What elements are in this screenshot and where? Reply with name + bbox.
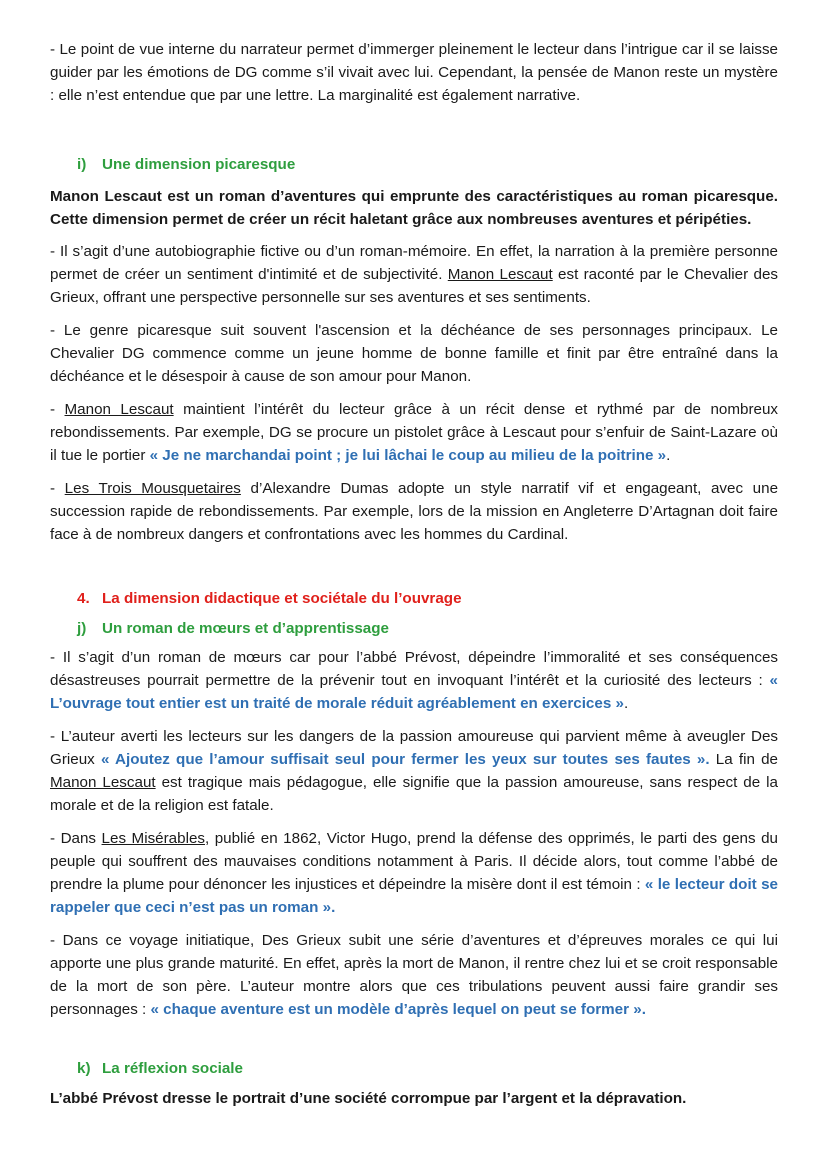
book-title: Les Trois Mousquetaires bbox=[64, 480, 241, 497]
paragraph-j-3: - Dans Les Misérables, publié en 1862, Victor Hugo, prend la défense des opprimés, le parti des gens du peuple qui souffrent des mauvaises conditions notamment à Paris. Il décide alors, tout comme l’abbé de prendre la plume pour dénoncer les injustices et dépeindre la misère dont il est témoin : « le lecteur doit se rappeler que ceci n’est pas un roman ». bbox=[50, 830, 778, 916]
quote: « chaque aventure est un modèle d’après lequel on peut se former ». bbox=[150, 1001, 646, 1018]
quote: « le lecteur doit se rappeler que ceci n’est pas un roman ». bbox=[50, 876, 778, 916]
spacer bbox=[50, 556, 778, 587]
heading-title: La dimension didactique et sociétale du l’ouvrage bbox=[102, 590, 462, 607]
quote: « Ajoutez que l’amour suffisait seul pour fermer les yeux sur toutes ses fautes ». bbox=[100, 751, 710, 768]
paragraph-j-4: - Dans ce voyage initiatique, Des Grieux subit une série d’aventures et d’épreuves morales ce qui lui apporte une plus grande maturité. En effet, après la mort de Manon, il rentre chez lui et se croit responsable de la mort de son père. L’auteur montre alors que ces tribulations peuvent aussi faire grandir ses personnages : « chaque aventure est un modèle d’après lequel on peut se former ». bbox=[50, 932, 778, 1018]
heading-section-i bbox=[50, 153, 778, 176]
heading-section-j bbox=[50, 617, 778, 640]
heading-number: j) bbox=[77, 620, 87, 637]
spacer bbox=[50, 117, 778, 153]
book-title: Manon Lescaut bbox=[50, 774, 156, 791]
spacer bbox=[50, 1031, 778, 1057]
heading-section-k bbox=[50, 1057, 778, 1080]
quote: « L’ouvrage tout entier est un traité de morale réduit agréablement en exercices » bbox=[50, 672, 778, 712]
paragraph-i-1: - Il s’agit d’une autobiographie fictive ou d’un roman-mémoire. En effet, la narration à la première personne permet de créer un sentiment d'intimité et de subjectivité. Manon Lescaut est raconté par le Chevalier des Grieux, offrant une perspective personnelle sur ses aventures et ses sentiments. bbox=[50, 243, 778, 306]
heading-section-4 bbox=[50, 587, 778, 610]
book-title: Les Misérables bbox=[101, 830, 205, 847]
lead-paragraph-k: L’abbé Prévost dresse le portrait d’une société corrompue par l’argent et la dépravation. bbox=[50, 1090, 687, 1107]
quote: « Je ne marchandai point ; je lui lâchai le coup au milieu de la poitrine » bbox=[149, 447, 667, 464]
paragraph-i-3: - Manon Lescaut maintient l’intérêt du lecteur grâce à un récit dense et rythmé par de nombreux rebondissements. Par exemple, DG se procure un pistolet grâce à Lescaut pour s’enfuir de Saint-Lazare où il tue le portier « Je ne marchandai point ; je lui lâchai le coup au milieu de la poitrine ». bbox=[50, 401, 779, 464]
heading-number: i) bbox=[77, 156, 87, 173]
book-title: Manon Lescaut bbox=[64, 401, 174, 418]
paragraph-j-2: - L’auteur averti les lecteurs sur les dangers de la passion amoureuse qui parvient même à aveugler Des Grieux « Ajoutez que l’amour suffisait seul pour fermer les yeux sur toutes ses fautes ». La fin de Manon Lescaut est tragique mais pédagogue, elle signifie que la passion amoureuse, sans respect de la morale et de la religion est fatale. bbox=[50, 728, 779, 814]
heading-number: k) bbox=[77, 1060, 91, 1077]
heading-number: 4. bbox=[77, 590, 90, 607]
paragraph-j-1: - Il s’agit d’un roman de mœurs car pour l’abbé Prévost, dépeindre l’immoralité et ses conséquences désastreuses pourrait permettre de la prévenir tout en invoquant l’intérêt et la curiosité des lecteurs : « L’ouvrage tout entier est un traité de morale réduit agréablement en exercices ». bbox=[50, 649, 778, 712]
paragraph-i-4: - Les Trois Mousquetaires d’Alexandre Dumas adopte un style narratif vif et engageant, avec une succession rapide de rebondissements. Par exemple, lors de la mission en Angleterre D’Artagnan doit faire face à de nombreux dangers et confrontations avec les hommes du Cardinal. bbox=[50, 480, 779, 543]
paragraph-intro: - Le point de vue interne du narrateur permet d’immerger pleinement le lecteur dans l’intrigue car il se laisse guider par les émotions de DG comme s’il vivait avec lui. Cependant, la pensée de Manon reste un mystère : elle n’est entendue que par une lettre. La marginalité est également narrative. bbox=[50, 41, 778, 104]
heading-title: Une dimension picaresque bbox=[102, 156, 296, 173]
book-title: Manon Lescaut bbox=[447, 266, 553, 283]
paragraph-i-2: - Le genre picaresque suit souvent l'ascension et la déchéance de ses personnages principaux. Le Chevalier DG commence comme un jeune homme de bonne famille et finit par être entraîné dans la déchéance et le désespoir à cause de son amour pour Manon. bbox=[50, 322, 778, 385]
heading-title: La réflexion sociale bbox=[102, 1060, 243, 1077]
lead-paragraph-i: Manon Lescaut est un roman d’aventures qui emprunte des caractéristiques au roman picaresque. Cette dimension permet de créer un récit haletant grâce aux nombreuses aventures et péripéties. bbox=[50, 188, 778, 228]
heading-title: Un roman de mœurs et d’apprentissage bbox=[102, 620, 389, 637]
